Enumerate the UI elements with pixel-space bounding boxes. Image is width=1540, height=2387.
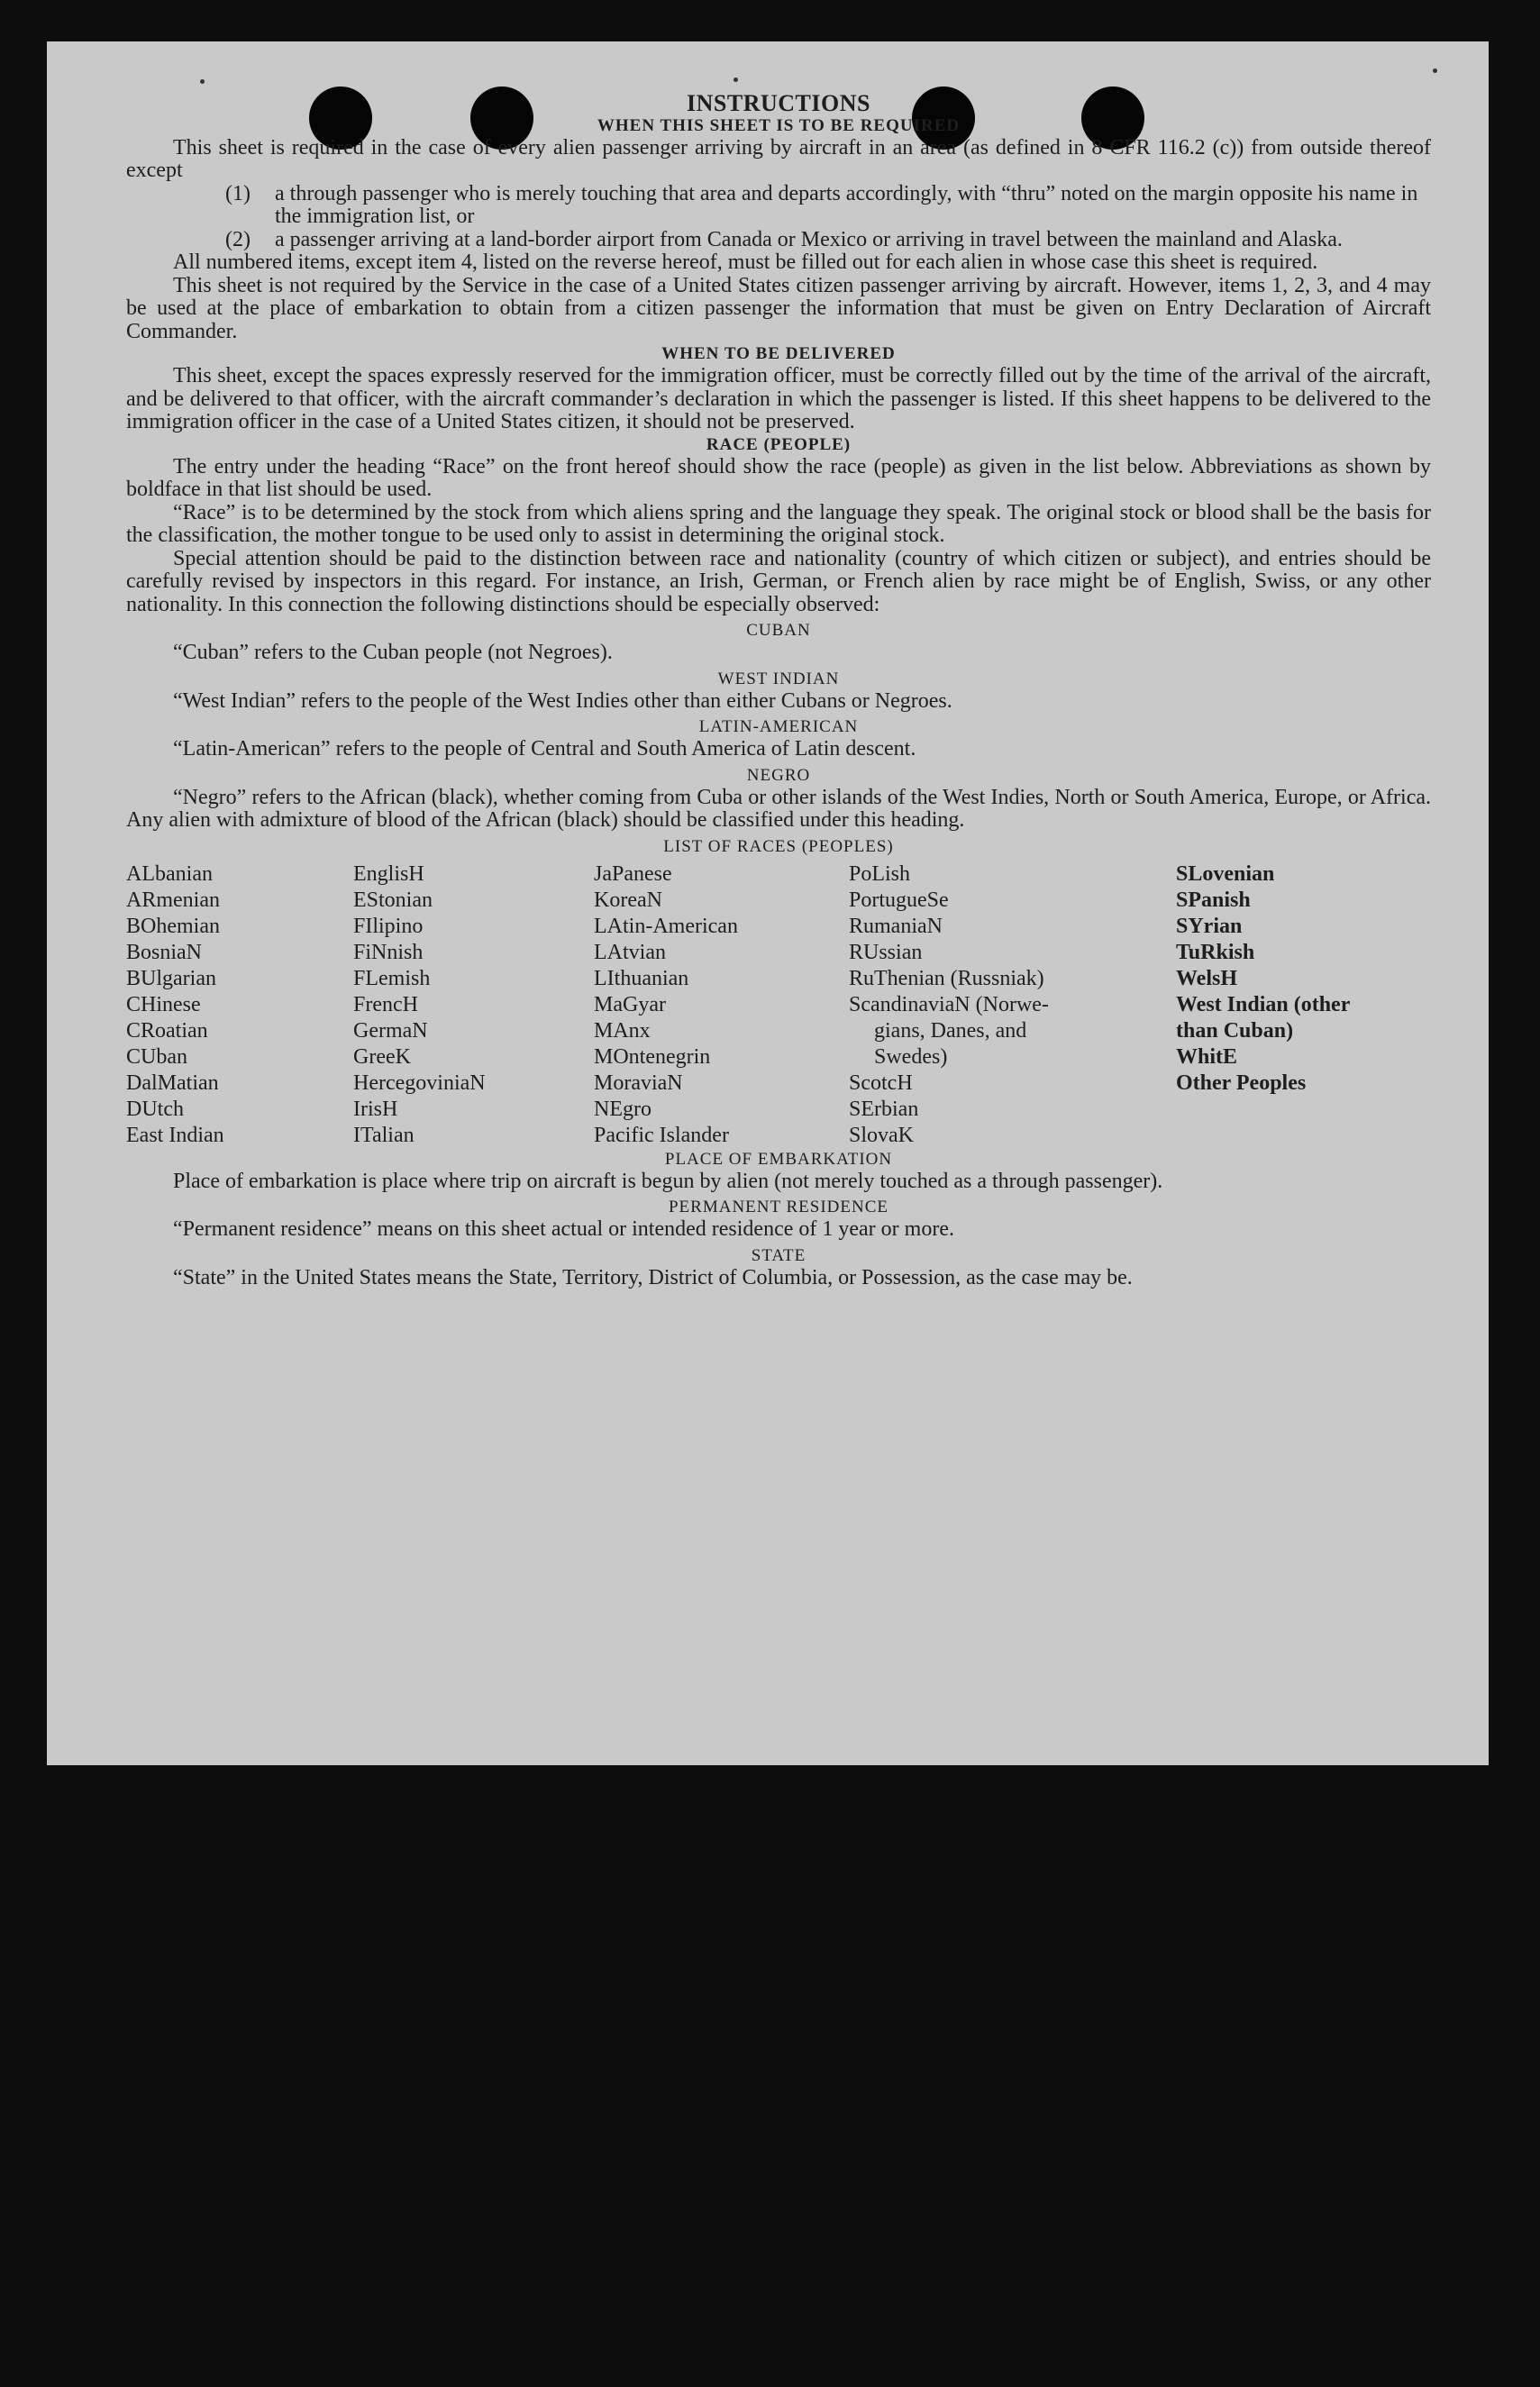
race-item: CHinese [126, 992, 201, 1016]
race-item: PortugueSe [849, 888, 949, 912]
race-item: HercegoviniaN [353, 1071, 486, 1095]
heading-state: STATE [751, 1245, 806, 1265]
race-item: SErbian [849, 1097, 919, 1121]
race-item: WhitE [1176, 1044, 1238, 1069]
race-item: TuRkish [1176, 940, 1255, 964]
race-item: gians, Danes, and [874, 1018, 1027, 1043]
speck [734, 77, 738, 82]
race-item: ITalian [353, 1123, 415, 1147]
speck [200, 79, 205, 84]
race-item: PoLish [849, 861, 911, 886]
race-item: GreeK [353, 1044, 411, 1069]
heading-west-indian: WEST INDIAN [717, 669, 840, 688]
heading-negro: NEGRO [746, 765, 811, 785]
paragraph: Special attention should be paid to the distinction between race and nationality (country of which citizen or subject), and entries should be carefully revised by inspectors in this regard. For instance, an Irish, German, or French alien by race might be of English, Swiss, or any other nationality. In this connection the following distinctions should be especially observed: [126, 546, 1431, 616]
race-item: SLovenian [1176, 861, 1275, 886]
paragraph: This sheet, except the spaces expressly reserved for the immigration officer, must be correctly filled out by the time of the arrival of the aircraft, and be delivered to that officer, with the aircraft commander’s declaration in which the passenger is listed. If this sheet happens to be delivered to the immigration officer in the case of a United States citizen, it should not be preserved. [126, 364, 1431, 433]
speck [1433, 68, 1437, 73]
race-item: BOhemian [126, 914, 220, 938]
race-item: GermaN [353, 1018, 428, 1043]
paragraph: “State” in the United States means the State, Territory, District of Columbia, or Possession, as the case may be. [173, 1265, 1133, 1289]
heading-permanent-residence: PERMANENT RESIDENCE [668, 1198, 889, 1216]
race-item: LAtvian [594, 940, 666, 964]
item-number: (2) [225, 227, 251, 251]
race-item: Pacific Islander [594, 1123, 729, 1147]
race-item: BUlgarian [126, 966, 216, 990]
race-item: ALbanian [126, 861, 213, 886]
races-column [126, 861, 353, 1149]
race-item: MAnx [594, 1018, 651, 1043]
race-item: LAtin-American [594, 914, 738, 938]
race-item: Other Peoples [1176, 1071, 1307, 1095]
race-item: DUtch [126, 1097, 184, 1121]
race-item: than Cuban) [1176, 1018, 1294, 1043]
race-item: RUssian [849, 940, 923, 964]
race-item: SlovaK [849, 1123, 914, 1147]
race-item: FLemish [353, 966, 431, 990]
race-item: BosniaN [126, 940, 202, 964]
race-item: WelsH [1176, 966, 1238, 990]
races-column [1176, 861, 1410, 1149]
paragraph: “West Indian” refers to the people of the West Indies other than either Cubans or Negroes. [173, 688, 952, 713]
list-item [126, 229, 1431, 252]
paragraph: “Race” is to be determined by the stock from which aliens spring and the language they speak. The original stock or blood shall be the basis for the classification, the mother tongue to be used only to assist in determining the original stock. [126, 500, 1431, 547]
races-column [849, 861, 1176, 1149]
races-list [126, 861, 1431, 1149]
race-item: SPanish [1176, 888, 1251, 912]
race-item: West Indian (other [1176, 992, 1351, 1016]
race-item: FIlipino [353, 914, 424, 938]
paragraph: This sheet is not required by the Service in the case of a United States citizen passenger arriving by aircraft. However, items 1, 2, 3, and 4 may be used at the place of embarkation to obtain from a citizen passenger the information that must be given on Entry Declaration of Aircraft Commander. [126, 273, 1431, 343]
race-item: FiNnish [353, 940, 424, 964]
paragraph: “Permanent residence” means on this sheet actual or intended residence of 1 year or more. [173, 1217, 954, 1241]
item-number: (1) [225, 181, 251, 205]
race-item: EStonian [353, 888, 433, 912]
heading-place-of-embarkation: PLACE OF EMBARKATION [664, 1149, 893, 1169]
item-text: a passenger arriving at a land-border airport from Canada or Mexico or arriving in travel between the mainland and Alaska. [275, 227, 1343, 251]
race-item: MoraviaN [594, 1071, 683, 1095]
race-item: NEgro [594, 1097, 652, 1121]
race-item: RuThenian (Russniak) [849, 966, 1044, 990]
race-item: MOntenegrin [594, 1044, 711, 1069]
paragraph: Place of embarkation is place where trip on aircraft is begun by alien (not merely touched as a through passenger). [173, 1169, 1163, 1193]
race-item: LIthuanian [594, 966, 689, 990]
item-text: a through passenger who is merely touching that area and departs accordingly, with “thru” noted on the margin opposite his name in the immigration list, or [275, 181, 1418, 228]
heading-latin-american: LATIN-AMERICAN [698, 717, 859, 736]
paragraph: “Latin-American” refers to the people of Central and South America of Latin descent. [173, 737, 916, 761]
race-item: FrencH [353, 992, 418, 1016]
race-item: ScandinaviaN (Norwe- [849, 992, 1049, 1016]
heading-race: RACE (PEOPLE) [706, 434, 852, 454]
race-item: JaPanese [594, 861, 672, 886]
race-item: DalMatian [126, 1071, 219, 1095]
paragraph: All numbered items, except item 4, listed on the reverse hereof, must be filled out for each alien in whose case this sheet is required. [173, 251, 1318, 274]
race-item: CUban [126, 1044, 187, 1069]
instruction-sheet [47, 41, 1489, 1765]
race-item: Swedes) [874, 1044, 948, 1069]
paragraph: “Negro” refers to the African (black), whether coming from Cuba or other islands of the West Indies, North or South America, Europe, or Africa. Any alien with admixture of blood of the African (black) should be classified under this heading. [126, 785, 1431, 832]
race-item: IrisH [353, 1097, 398, 1121]
race-item: ScotcH [849, 1071, 913, 1095]
paragraph: “Cuban” refers to the Cuban people (not Negroes). [173, 641, 613, 664]
race-item: MaGyar [594, 992, 666, 1016]
races-column [353, 861, 594, 1149]
race-item: ARmenian [126, 888, 220, 912]
race-item: KoreaN [594, 888, 662, 912]
race-item: CRoatian [126, 1018, 208, 1043]
race-item: East Indian [126, 1123, 224, 1147]
race-item: SYrian [1176, 914, 1243, 938]
list-item [126, 183, 1431, 229]
race-item: EnglisH [353, 861, 424, 886]
heading-cuban: CUBAN [746, 621, 811, 640]
heading-when-required: WHEN THIS SHEET IS TO BE REQUIRED [597, 115, 961, 135]
sheet-title: INSTRUCTIONS [687, 90, 870, 116]
heading-when-delivered: WHEN TO BE DELIVERED [661, 344, 896, 363]
heading-list-of-races: LIST OF RACES (PEOPLES) [663, 836, 894, 856]
race-item: RumaniaN [849, 914, 943, 938]
sheet-content [126, 92, 1431, 1289]
paragraph: The entry under the heading “Race” on the front hereof should show the race (people) as given in the list below. Abbreviations as shown by boldface in that list should be used. [126, 454, 1431, 501]
races-column [594, 861, 849, 1149]
paragraph: This sheet is required in the case of every alien passenger arriving by aircraft in an area (as defined in 8 CFR 116.2 (c)) from outside thereof except [126, 135, 1431, 182]
